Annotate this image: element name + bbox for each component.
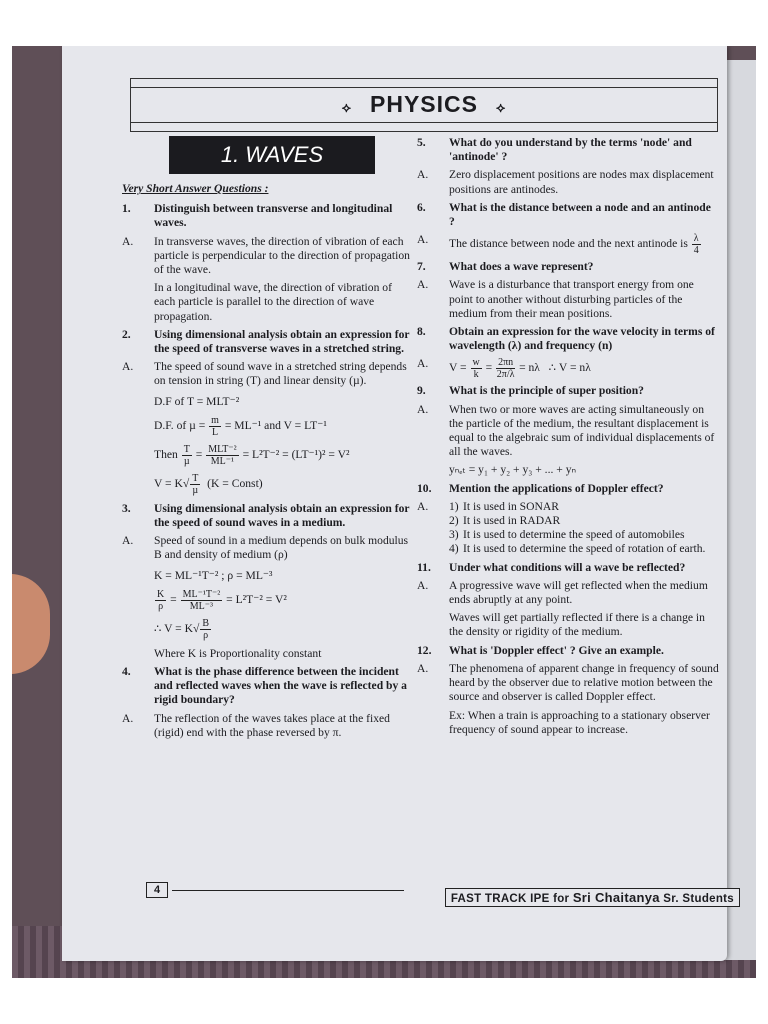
document-page [62,46,734,961]
fraction: $\frac{2\pi n}{2\pi/\lambda}$ [496,357,515,381]
equation: $\frac{K}{\rho}$ = $\frac{\text{ML⁻¹T⁻²}}{\text{ML⁻³}}$ = L²T⁻² = V² [157,588,287,612]
fraction: $\frac{B}{\rho}$ [202,617,209,641]
fraction: $\frac{m}{L}$ [211,414,219,438]
question-3: 3. Using dimensional analysis obtain an expression for the speed of sound waves in a medium. [122,501,410,530]
section-heading: Very Short Answer Questions : [122,182,269,195]
footer-rule [172,890,404,891]
banner-rule [131,87,717,88]
doppler-applications-list: A. 1) It is used in SONAR 2) It is used in RADAR 3) It is used to determine the speed of automobiles 4) It is used to determine the speed of rotation of earth. [417,500,719,557]
answer-1: A. In transverse waves, the direction of vibration of each particle is perpendicular to the direction of propagation of the wave. [122,234,410,277]
answer-9: A. When two or more waves are acting simultaneously on the particle of the medium, the resultant displacement is equal to the algebraic sum of individual displacements of all the waves. [417,402,715,459]
chapter-title: 1. WAVES [169,136,375,174]
ornament-icon: ⟡ [488,99,514,115]
fraction: $\frac{\text{MLT⁻²}}{\text{ML⁻¹}}$ [208,443,237,467]
answer-1-cont: In a longitudinal wave, the direction of vibration of each particle is parallel to the direction of wave propagation. [154,281,392,323]
answer-4: A. The reflection of the waves takes place at the fixed (rigid) end with the phase reversed by π. [122,711,390,739]
question-7: 7. What does a wave represent? [417,260,594,274]
list-item: 3) It is used to determine the speed of automobiles [449,528,685,542]
subject-banner [130,78,718,132]
left-column [122,136,412,744]
question-1: 1. Distinguish between transverse and longitudinal waves. [122,202,393,230]
answer-6: A. The distance between node and the next antinode is $\frac{\lambda}{4}$ [417,233,699,257]
fraction: $\frac{\text{ML⁻¹T⁻²}}{\text{ML⁻³}}$ [182,588,221,612]
equation: Then $\frac{T}{\text{µ}}$ = $\frac{\text{MLT⁻²}}{\text{ML⁻¹}}$ = L²T⁻² = (LT⁻¹)² = V² [154,443,350,467]
sqrt-icon: √ [182,477,190,490]
answer-3: A. Speed of sound in a medium depends on bulk modulus B and density of medium (ρ) [122,534,409,562]
question-5: 5. What do you understand by the terms 'node' and 'antinode' ? [417,136,692,164]
fraction: $\frac{\lambda}{4}$ [693,233,699,257]
example: Ex: When a train is approaching to a stationary observer frequency of sound appear to increase. [449,708,710,736]
list-item: 1) It is used in SONAR [449,499,559,513]
subject-title: ⟡ PHYSICS ⟡ [131,91,717,118]
question-8: 8. Obtain an expression for the wave velocity in terms of wavelength (λ) and frequency (n) [417,325,715,353]
equation: V = K√ $\frac{T}{\text{µ}}$ (K = Const) [154,472,263,496]
footer-tag: FAST TRACK IPE for Sri Chaitanya Sr. Students [445,888,740,907]
fraction: $\frac{T}{\text{µ}}$ [183,443,190,467]
question-11: 11. Under what conditions will a wave be reflected? [417,560,686,574]
fraction: $\frac{K}{\rho}$ [157,588,165,612]
fraction: $\frac{w}{k}$ [472,357,480,381]
sqrt-icon: √ [192,622,200,636]
answer-11: A. A progressive wave will get reflected when the medium ends abruptly at any point. [417,578,708,607]
answer-7: A. Wave is a disturbance that transport energy from one point to another without disturbing particles of the medium from their mean positions. [417,278,694,320]
banner-rule [131,122,717,123]
fraction: $\frac{T}{\text{µ}}$ [192,472,199,496]
question-9: 9. What is the principle of super position? [417,384,644,398]
page-footer [112,882,734,912]
equation: ∴ V = K√ $\frac{B}{\rho}$ [154,617,209,641]
finger [12,574,50,674]
answer-8: A. V = $\frac{w}{k}$ = $\frac{2\pi n}{2\pi/\lambda}$ = nλ ∴ V = nλ [417,357,591,381]
equation: D.F. of µ = $\frac{m}{L}$ = ML⁻¹ and V = LT⁻¹ [154,414,327,438]
equation: D.F of T = MLT⁻² [154,394,240,408]
answer-12: A. The phenomena of apparent change in frequency of sound heard by the observer due to relative motion between the source and observer is called Doppler effect. [417,661,719,704]
question-6: 6. What is the distance between a node and an antinode ? [417,200,711,229]
list-item: 4) It is used to determine the speed of rotation of earth. [449,542,706,556]
right-column [417,136,719,741]
answer-5: A. Zero displacement positions are nodes max displacement positions are antinodes. [417,168,714,196]
ornament-icon: ⟡ [334,99,360,115]
question-4: 4. What is the phase difference between the incident and reflected waves when the wave is reflected by a rigid boundary? [122,665,407,707]
question-12: 12. What is 'Doppler effect' ? Give an example. [417,643,664,657]
note: Where K is Proportionality constant [154,646,322,660]
answer-2: A. The speed of sound wave in a stretched string depends on tension in string (T) and linear density (µ). [122,360,407,388]
list-item: 2) It is used in RADAR [449,514,561,528]
page-number: 4 [146,882,168,898]
answer-11-cont: Waves will get partially reflected if there is a change in the density or rigidity of the medium. [449,611,705,639]
question-2: 2. Using dimensional analysis obtain an expression for the speed of transverse waves in a stretched string. [122,327,410,356]
photo-background [12,46,756,978]
question-10: 10. Mention the applications of Doppler effect? [417,481,664,495]
equation: K = ML⁻¹T⁻² ; ρ = ML⁻³ [154,568,273,582]
equation: yₙₑₜ = y₁ + y₂ + y₃ + ... + yₙ [449,463,577,477]
